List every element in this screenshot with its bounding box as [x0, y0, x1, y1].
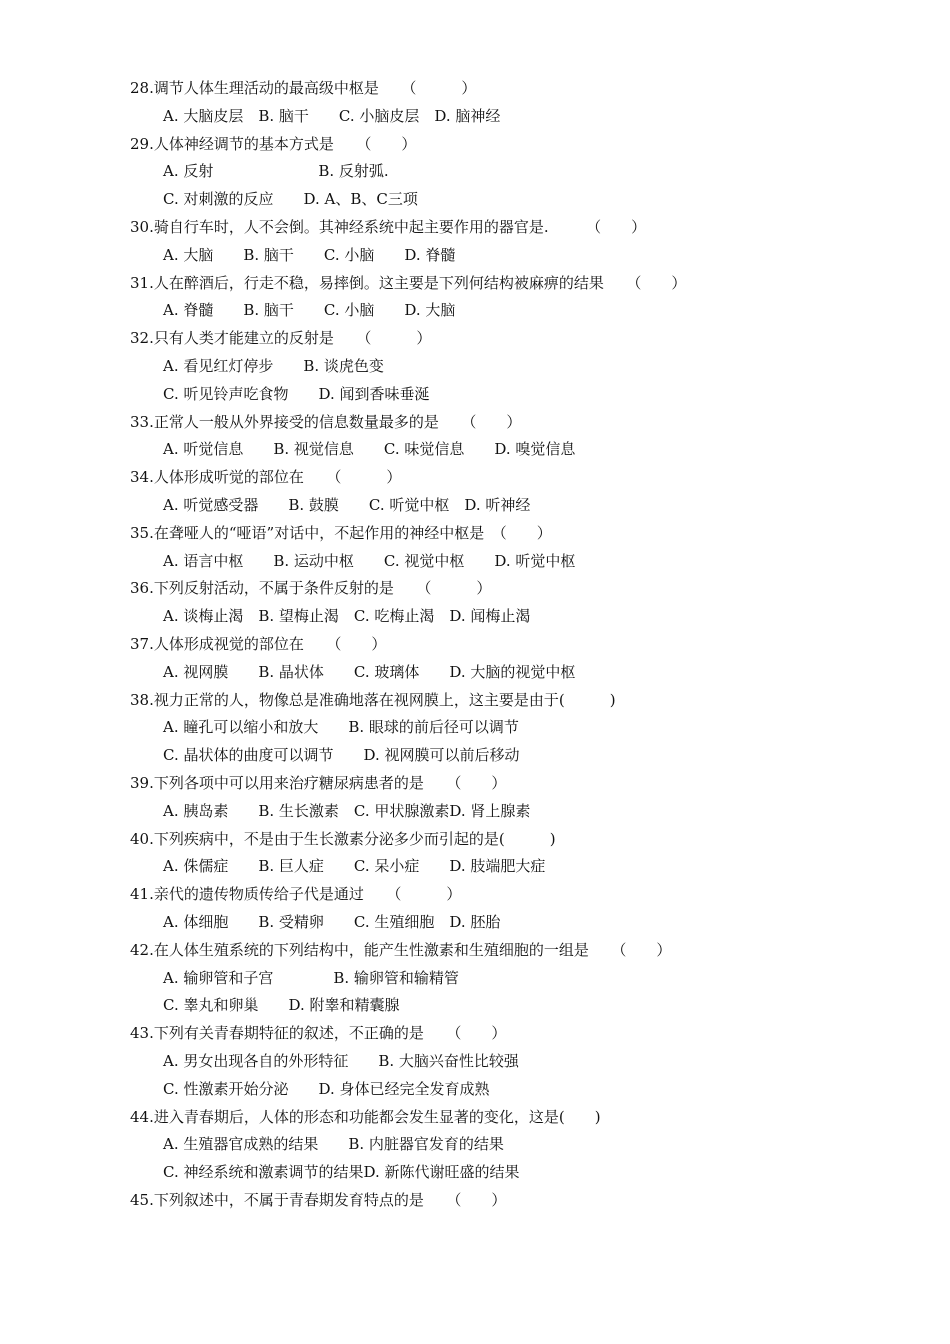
question-stem: 在聋哑人的“哑语”对话中，不起作用的神经中枢是 （ ）	[153, 523, 552, 542]
answer-options-line: A. 输卵管和子宫 B. 输卵管和输精管	[163, 968, 459, 987]
answer-options-line: A. 侏儒症 B. 巨人症 C. 呆小症 D. 肢端肥大症	[163, 857, 546, 876]
answer-options-line: A. 视网膜 B. 晶状体 C. 玻璃体 D. 大脑的视觉中枢	[163, 662, 576, 681]
question-stem: 下列有关青春期特征的叙述，不正确的是 （ ）	[153, 1024, 507, 1043]
question-stem-line	[0, 1190, 506, 1210]
answer-options-line: A. 瞳孔可以缩小和放大 B. 眼球的前后径可以调节	[163, 718, 519, 737]
answer-options-line: A. 听觉感受器 B. 鼓膜 C. 听觉中枢 D. 听神经	[163, 496, 531, 514]
question-number: 36.	[130, 579, 154, 598]
answer-options-line: A. 大脑 B. 脑干 C. 小脑 D. 脊髓	[163, 245, 456, 264]
question-number: 45.	[130, 1191, 154, 1209]
question-stem: 骑自行车时，人不会倒。其神经系统中起主要作用的器官是. （ ）	[153, 218, 647, 236]
question-number: 38.	[130, 690, 154, 709]
question-stem: 人体形成视觉的部位在 （ ）	[153, 635, 387, 653]
question-number: 33.	[130, 412, 154, 431]
answer-options-line: A. 看见红灯停步 B. 谈虎色变	[163, 357, 384, 375]
question-stem: 下列反射活动，不属于条件反射的是 （ ）	[153, 579, 492, 598]
answer-options-line: C. 晶状体的曲度可以调节 D. 视网膜可以前后移动	[163, 746, 520, 765]
answer-options-line: A. 男女出现各自的外形特征 B. 大脑兴奋性比较强	[163, 1052, 519, 1070]
question-stem: 视力正常的人，物像总是准确地落在视网膜上，这主要是由于( )	[153, 690, 616, 709]
question-stem-line	[0, 829, 556, 849]
answer-options-line: C. 睾丸和卵巢 D. 附睾和精囊腺	[163, 996, 400, 1015]
question-stem: 人体神经调节的基本方式是 （ ）	[153, 134, 417, 153]
question-number: 30.	[130, 218, 154, 236]
question-stem: 人在醉酒后，行走不稳，易摔倒。这主要是下列何结构被麻痹的结果 （ ）	[153, 273, 687, 292]
answer-options-line: C. 性激素开始分泌 D. 身体已经完全发育成熟	[163, 1079, 490, 1098]
question-number: 43.	[130, 1024, 154, 1043]
question-stem: 亲代的遗传物质传给子代是通过 （ ）	[153, 885, 462, 904]
question-number: 44.	[130, 1107, 154, 1126]
question-stem: 调节人体生理活动的最高级中枢是 （ ）	[153, 79, 477, 97]
answer-options-line: C. 听见铃声吃食物 D. 闻到香味垂涎	[163, 384, 430, 403]
question-number: 35.	[130, 523, 154, 542]
question-number: 40.	[130, 829, 154, 848]
question-stem-line	[0, 467, 401, 487]
question-stem: 下列各项中可以用来治疗糖尿病患者的是 （ ）	[153, 774, 507, 792]
answer-options-line: A. 语言中枢 B. 运动中枢 C. 视觉中枢 D. 听觉中枢	[163, 551, 576, 570]
question-number: 29.	[130, 134, 154, 153]
question-stem: 正常人一般从外界接受的信息数量最多的是 （ ）	[153, 412, 522, 431]
question-stem: 只有人类才能建立的反射是 （ ）	[153, 329, 432, 348]
answer-options-line: A. 胰岛素 B. 生长激素 C. 甲状腺激素D. 肾上腺素	[163, 801, 531, 820]
question-stem-line	[0, 940, 671, 960]
question-number: 31.	[130, 273, 154, 292]
question-number: 42.	[130, 940, 154, 959]
question-stem-line	[0, 328, 431, 348]
question-stem: 下列叙述中，不属于青春期发育特点的是 （ ）	[153, 1191, 507, 1209]
question-stem-line	[0, 690, 616, 710]
answer-options-line: C. 神经系统和激素调节的结果D. 新陈代谢旺盛的结果	[163, 1163, 520, 1182]
question-stem-line	[0, 884, 461, 904]
question-stem-line	[0, 523, 552, 543]
question-stem-line	[0, 412, 521, 432]
question-stem-line	[0, 634, 386, 654]
question-number: 34.	[130, 468, 154, 487]
answer-options-line: A. 谈梅止渴 B. 望梅止渴 C. 吃梅止渴 D. 闻梅止渴	[163, 607, 531, 626]
question-stem-line	[0, 1023, 506, 1043]
answer-options-line: A. 体细胞 B. 受精卵 C. 生殖细胞 D. 胚胎	[163, 913, 501, 931]
answer-options-line: A. 大脑皮层 B. 脑干 C. 小脑皮层 D. 脑神经	[163, 106, 501, 125]
answer-options-line: A. 反射 B. 反射弧.	[163, 162, 389, 181]
question-stem: 下列疾病中，不是由于生长激素分泌多少而引起的是( )	[153, 829, 556, 848]
question-number: 39.	[130, 774, 154, 792]
question-number: 41.	[130, 885, 154, 904]
question-stem: 在人体生殖系统的下列结构中，能产生性激素和生殖细胞的一组是 （ ）	[153, 940, 672, 959]
answer-options-line: A. 生殖器官成熟的结果 B. 内脏器官发育的结果	[163, 1135, 504, 1154]
question-stem-line	[0, 578, 491, 598]
question-stem-line	[0, 773, 506, 793]
question-number: 37.	[130, 635, 154, 653]
question-stem: 进入青春期后，人体的形态和功能都会发生显著的变化，这是( )	[153, 1107, 601, 1126]
question-stem: 人体形成听觉的部位在 （ ）	[153, 468, 402, 487]
question-stem-line	[0, 134, 416, 154]
answer-options-line: C. 对刺激的反应 D. A、B、C三项	[163, 190, 418, 209]
question-stem-line	[0, 1107, 601, 1127]
question-stem-line	[0, 273, 686, 293]
answer-options-line: A. 脊髓 B. 脑干 C. 小脑 D. 大脑	[163, 301, 456, 320]
question-stem-line	[0, 78, 476, 98]
question-stem-line	[0, 217, 646, 237]
answer-options-line: A. 听觉信息 B. 视觉信息 C. 味觉信息 D. 嗅觉信息	[163, 440, 576, 459]
question-number: 32.	[130, 329, 154, 348]
question-number: 28.	[130, 79, 154, 97]
